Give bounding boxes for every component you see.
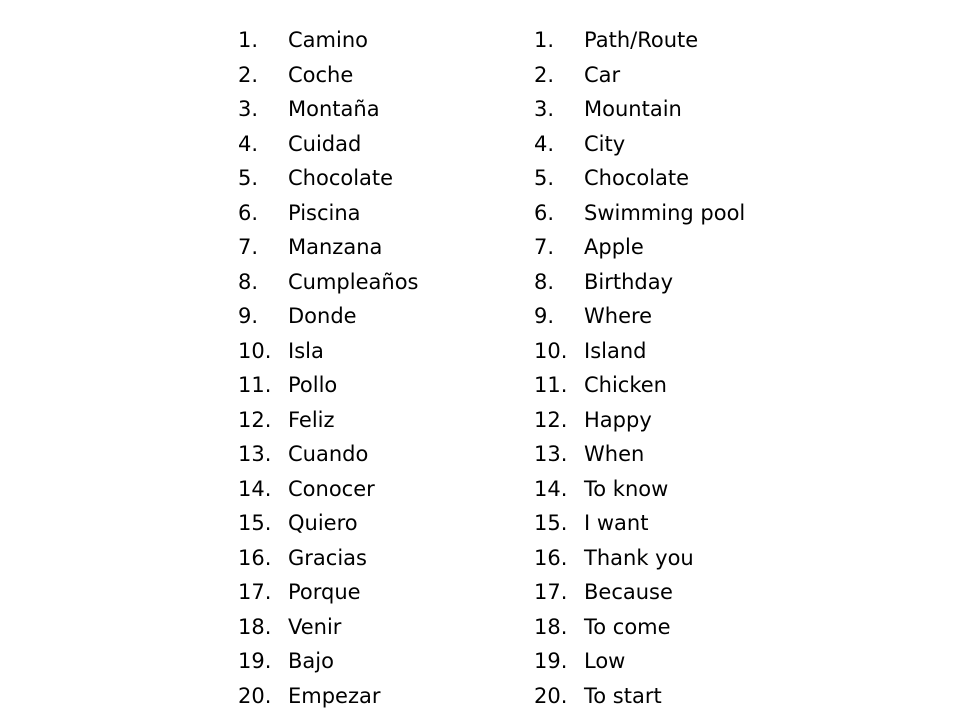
spanish-word: Coche [288, 62, 354, 87]
spanish-word: Cumpleaños [288, 269, 419, 294]
spanish-word: Cuidad [288, 131, 362, 156]
item-number: 3. [238, 97, 259, 121]
item-number: 19. [238, 649, 272, 673]
english-word: Where [584, 304, 653, 328]
spanish-list-item [238, 472, 478, 507]
english-word: Island [584, 338, 647, 363]
english-word: Swimming pool [584, 200, 746, 225]
english-list-item [534, 472, 834, 507]
item-number: 13. [238, 442, 272, 466]
spanish-word: Venir [288, 614, 342, 639]
item-number: 19. [534, 649, 568, 673]
english-translation-list [534, 23, 834, 713]
spanish-word: Montaña [288, 97, 380, 121]
english-list-item [534, 161, 834, 196]
spanish-word: Cuando [288, 442, 369, 466]
item-number: 4. [534, 131, 555, 156]
spanish-list-item [238, 506, 478, 541]
english-list-item [534, 506, 834, 541]
item-number: 13. [534, 442, 568, 466]
english-word: Birthday [584, 269, 674, 294]
spanish-word: Quiero [288, 511, 358, 535]
item-number: 15. [534, 511, 568, 535]
english-word: Low [584, 649, 626, 673]
item-number: 3. [534, 97, 555, 121]
spanish-word: Porque [288, 580, 361, 604]
english-list-item [534, 230, 834, 265]
english-word: Path/Route [584, 28, 699, 52]
item-number: 20. [534, 683, 568, 708]
item-number: 9. [534, 304, 555, 328]
spanish-list-item [238, 368, 478, 403]
english-list-item [534, 610, 834, 645]
spanish-list-item [238, 610, 478, 645]
item-number: 17. [238, 580, 272, 604]
english-list-item [534, 127, 834, 162]
item-number: 18. [238, 614, 272, 639]
spanish-list-item [238, 403, 478, 438]
english-word: To know [584, 476, 669, 501]
english-list-item [534, 541, 834, 576]
english-word: Mountain [584, 97, 682, 121]
spanish-word: Camino [288, 28, 368, 52]
item-number: 6. [238, 200, 259, 225]
item-number: 15. [238, 511, 272, 535]
spanish-word: Donde [288, 304, 357, 328]
spanish-list-item [238, 161, 478, 196]
spanish-list-item [238, 265, 478, 300]
spanish-list-item [238, 679, 478, 714]
english-list-item [534, 265, 834, 300]
spanish-word: Pollo [288, 373, 338, 397]
english-word: Thank you [584, 545, 694, 570]
item-number: 7. [534, 235, 555, 259]
spanish-list-item [238, 644, 478, 679]
spanish-word: Chocolate [288, 166, 394, 190]
english-word: I want [584, 511, 649, 535]
item-number: 8. [238, 269, 259, 294]
english-word: Car [584, 62, 621, 87]
english-word: Chocolate [584, 166, 690, 190]
spanish-list-item [238, 230, 478, 265]
spanish-list-item [238, 437, 478, 472]
spanish-list-item [238, 541, 478, 576]
spanish-list-item [238, 196, 478, 231]
spanish-list-item [238, 575, 478, 610]
item-number: 1. [238, 28, 259, 52]
english-word: City [584, 131, 626, 156]
item-number: 18. [534, 614, 568, 639]
english-word: Because [584, 580, 673, 604]
english-list-item [534, 644, 834, 679]
english-list-item [534, 403, 834, 438]
english-word: Happy [584, 407, 652, 432]
spanish-list-item [238, 334, 478, 369]
english-word: Chicken [584, 373, 667, 397]
item-number: 10. [238, 338, 272, 363]
item-number: 14. [534, 476, 568, 501]
spanish-word: Bajo [288, 649, 334, 673]
spanish-word: Conocer [288, 476, 375, 501]
english-list-item [534, 58, 834, 93]
item-number: 2. [534, 62, 555, 87]
item-number: 14. [238, 476, 272, 501]
spanish-list-item [238, 92, 478, 127]
english-word: To start [584, 683, 662, 708]
item-number: 16. [534, 545, 568, 570]
item-number: 10. [534, 338, 568, 363]
item-number: 17. [534, 580, 568, 604]
spanish-list-item [238, 58, 478, 93]
spanish-word: Feliz [288, 407, 335, 432]
item-number: 9. [238, 304, 259, 328]
english-list-item [534, 334, 834, 369]
item-number: 5. [238, 166, 259, 190]
item-number: 7. [238, 235, 259, 259]
english-list-item [534, 575, 834, 610]
item-number: 11. [238, 373, 272, 397]
item-number: 4. [238, 131, 259, 156]
english-list-item [534, 679, 834, 714]
item-number: 12. [238, 407, 272, 432]
item-number: 2. [238, 62, 259, 87]
spanish-word: Gracias [288, 545, 367, 570]
english-list-item [534, 23, 834, 58]
item-number: 8. [534, 269, 555, 294]
english-list-item [534, 299, 834, 334]
english-list-item [534, 196, 834, 231]
english-word: To come [584, 614, 671, 639]
english-list-item [534, 368, 834, 403]
english-word: When [584, 442, 645, 466]
item-number: 16. [238, 545, 272, 570]
item-number: 1. [534, 28, 555, 52]
spanish-word: Piscina [288, 200, 361, 225]
item-number: 6. [534, 200, 555, 225]
english-word: Apple [584, 235, 644, 259]
english-list-item [534, 437, 834, 472]
spanish-list-item [238, 23, 478, 58]
spanish-word: Isla [288, 338, 324, 363]
item-number: 5. [534, 166, 555, 190]
item-number: 20. [238, 683, 272, 708]
english-list-item [534, 92, 834, 127]
spanish-list-item [238, 127, 478, 162]
item-number: 11. [534, 373, 568, 397]
spanish-list-item [238, 299, 478, 334]
spanish-word: Manzana [288, 235, 383, 259]
spanish-word-list [238, 23, 478, 713]
spanish-word: Empezar [288, 683, 381, 708]
item-number: 12. [534, 407, 568, 432]
